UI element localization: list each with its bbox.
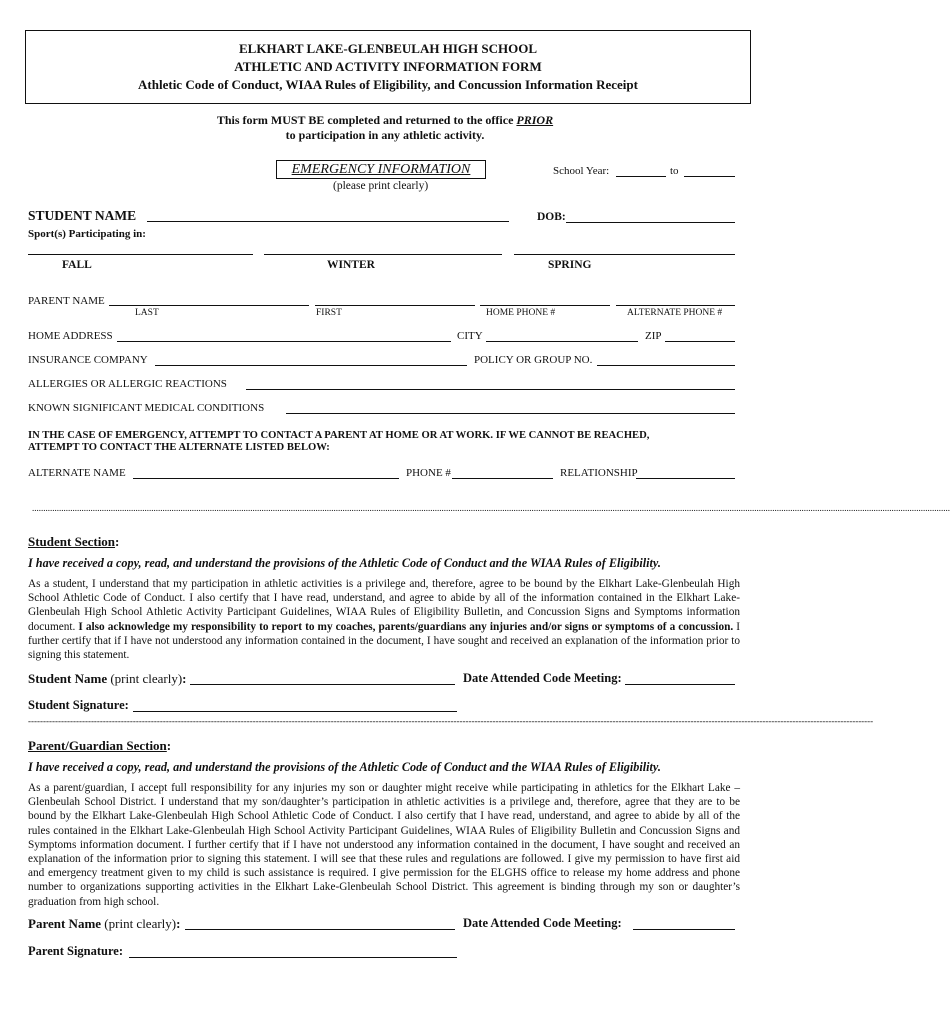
winter-sport-field[interactable] <box>264 254 502 255</box>
student-name-label: STUDENT NAME <box>28 208 137 223</box>
student-agreement-text-a: As a student, I understand that my participation in athletic activities is a privilege and, therefore, agree to be bound by the Elkhart Lake-Glenbeulah High School Athletic Code of Conduct. I also certify that I have read, understand, and agree to abide by all of the information contained in the Elkhart Lake-Glenbeulah High School Athletic Activity Participant Guidelines, WIAA Rules of Eligibility Bulletin, and Concussion Signs and Symptoms information document. <box>28 578 740 633</box>
allergies-field[interactable] <box>246 389 735 390</box>
student-signature-label: Student Signature: <box>28 698 129 712</box>
home-address-label: HOME ADDRESS <box>28 330 113 342</box>
emergency-title <box>276 160 486 179</box>
relationship-label: RELATIONSHIP <box>560 467 638 479</box>
alternate-phone-number-label: PHONE # <box>406 467 451 479</box>
parent-date-attended-field[interactable] <box>633 929 735 930</box>
student-name-print-hint: (print clearly) <box>107 671 183 686</box>
alternate-name-field[interactable] <box>133 478 399 479</box>
parent-section-heading <box>28 738 171 754</box>
student-name-print-field[interactable] <box>190 684 455 685</box>
form-header <box>25 30 751 104</box>
form-subtitle: Athletic Code of Conduct, WIAA Rules of Eligibility, and Concussion Information Receipt <box>138 77 638 92</box>
emergency-title-text: EMERGENCY INFORMATION <box>291 162 471 177</box>
parent-agreement-paragraph: As a parent/guardian, I accept full responsibility for any injuries my son or daughter might receive while participating in athletics for the Elkhart Lake – Glenbeulah School District. I understand that my son/daughter’s participation in athletic activities is a privilege and, therefore, agree that they are to be bound by the Elkhart Lake-Glenbeulah High School Athletic Code of Conduct. I also certify that I have read, understand, and agree to abide by all of the rules contained in the Elkhart Lake-Glenbeulah High School Activity Participant Guidelines, WIAA Rules of Eligibility Bulletin and Concussion Signs and Symptoms information document. I further certify that if I have not understood any information contained in the document, I have sought and received an explanation of the information prior to signing this statement. I will see that these rules and regulations are followed. I give my permission to have first aid and emergency treatment given to my child is such assistance is required. I give permission for the ELGHS office to release my home address and phone number to organizations supporting activities in the Elkhart Lake-Glenbeulah School District. This agreement is binding through my son or daughter’s graduation from high school. <box>28 782 740 908</box>
parent-receipt-statement: I have received a copy, read, and understand the provisions of the Athletic Code of Conduct and the WIAA Rules of Eligibility. <box>28 760 661 774</box>
notice-line-2: to participation in any athletic activity. <box>285 128 485 142</box>
home-phone-label: HOME PHONE # <box>486 308 556 318</box>
fall-sport-field[interactable] <box>28 254 253 255</box>
parent-date-attended-label: Date Attended Code Meeting: <box>463 916 622 930</box>
zip-label: ZIP <box>645 330 662 342</box>
parent-name-print-label-text: Parent Name <box>28 916 102 931</box>
student-agreement-bold: I also acknowledge my responsibility to report to my coaches, parents/guardians any injuries and/or signs or symptoms of a concussion. <box>78 620 734 633</box>
alternate-phone-label: ALTERNATE PHONE # <box>627 308 723 318</box>
parent-name-label: PARENT NAME <box>28 295 105 307</box>
student-name-field[interactable] <box>147 221 509 222</box>
alternate-name-label: ALTERNATE NAME <box>28 467 126 479</box>
medical-conditions-label: KNOWN SIGNIFICANT MEDICAL CONDITIONS <box>28 402 265 414</box>
student-name-print-colon: : <box>182 671 187 686</box>
student-agreement-paragraph <box>28 577 740 662</box>
parent-last-name-field[interactable] <box>109 305 309 306</box>
parent-name-print-label <box>28 916 180 932</box>
notice-text: This form MUST BE completed and returned to the office <box>216 113 517 127</box>
parent-signature-label: Parent Signature: <box>28 944 124 958</box>
parent-name-print-colon: : <box>176 916 181 931</box>
last-label: LAST <box>135 308 159 318</box>
student-section-heading-text: Student Section <box>28 534 116 549</box>
student-agreement-text-b: I further certify that if I have not understood any information contained in the document, I have sought and received an explanation of the information prior to signing this statement. <box>28 620 741 662</box>
dotted-separator: ........................................................................................................................................................................................................................................................................................................................................................................................................................ <box>32 503 950 513</box>
school-year-label: School Year: <box>553 165 610 177</box>
insurance-label: INSURANCE COMPANY <box>28 354 148 366</box>
home-phone-field[interactable] <box>480 305 610 306</box>
print-clearly-note: (please print clearly) <box>333 180 429 192</box>
parent-signature-field[interactable] <box>129 957 457 958</box>
spring-label: SPRING <box>548 259 592 271</box>
dob-field[interactable] <box>566 222 735 223</box>
student-receipt-statement: I have received a copy, read, and understand the provisions of the Athletic Code of Conduct and the WIAA Rules of Eligibility. <box>28 556 661 570</box>
medical-conditions-field[interactable] <box>286 413 735 414</box>
parent-first-name-field[interactable] <box>315 305 475 306</box>
emergency-instruction-2: ATTEMPT TO CONTACT THE ALTERNATE LISTED BELOW: <box>28 442 330 453</box>
policy-label: POLICY OR GROUP NO. <box>474 354 593 366</box>
school-year-end-field[interactable] <box>684 176 735 177</box>
alternate-phone-number-field[interactable] <box>452 478 553 479</box>
school-name: ELKHART LAKE-GLENBEULAH HIGH SCHOOL <box>238 41 537 56</box>
alternate-phone-field[interactable] <box>616 305 735 306</box>
zip-field[interactable] <box>665 341 735 342</box>
student-name-print-label-text: Student Name <box>28 671 108 686</box>
student-name-print-label <box>28 671 187 687</box>
student-section-colon: : <box>115 534 120 549</box>
student-section-heading <box>28 534 119 550</box>
student-date-attended-field[interactable] <box>625 684 735 685</box>
parent-name-print-field[interactable] <box>185 929 455 930</box>
spring-sport-field[interactable] <box>514 254 735 255</box>
student-signature-field[interactable] <box>133 711 457 712</box>
city-label: CITY <box>457 330 483 342</box>
notice-line-1 <box>0 113 770 128</box>
dob-label: DOB: <box>537 211 566 223</box>
school-year-to-label: to <box>670 165 679 177</box>
policy-field[interactable] <box>597 365 735 366</box>
home-address-field[interactable] <box>117 341 451 342</box>
first-label: FIRST <box>316 308 342 318</box>
school-year-start-field[interactable] <box>616 176 666 177</box>
winter-label: WINTER <box>327 259 375 271</box>
emergency-instruction-1: IN THE CASE OF EMERGENCY, ATTEMPT TO CONTACT A PARENT AT HOME OR AT WORK. IF WE CANNOT BE REACHED, <box>28 430 650 441</box>
parent-name-print-hint: (print clearly) <box>101 916 177 931</box>
city-field[interactable] <box>486 341 638 342</box>
fall-label: FALL <box>62 259 92 271</box>
sports-label: Sport(s) Participating in: <box>28 228 146 240</box>
student-date-attended-label: Date Attended Code Meeting: <box>463 671 622 685</box>
form-title: ATHLETIC AND ACTIVITY INFORMATION FORM <box>234 59 542 74</box>
allergies-label: ALLERGIES OR ALLERGIC REACTIONS <box>28 378 227 390</box>
insurance-field[interactable] <box>155 365 467 366</box>
dashed-separator: ------------------------------------------------------------------------------------------------------------------------------------------------------------------------------------------------------------------------------------------------------------------------------------------ <box>28 716 874 726</box>
parent-section-heading-text: Parent/Guardian Section <box>28 738 167 753</box>
relationship-field[interactable] <box>636 478 735 479</box>
notice-prior: PRIOR <box>516 113 554 127</box>
parent-section-colon: : <box>166 738 172 753</box>
